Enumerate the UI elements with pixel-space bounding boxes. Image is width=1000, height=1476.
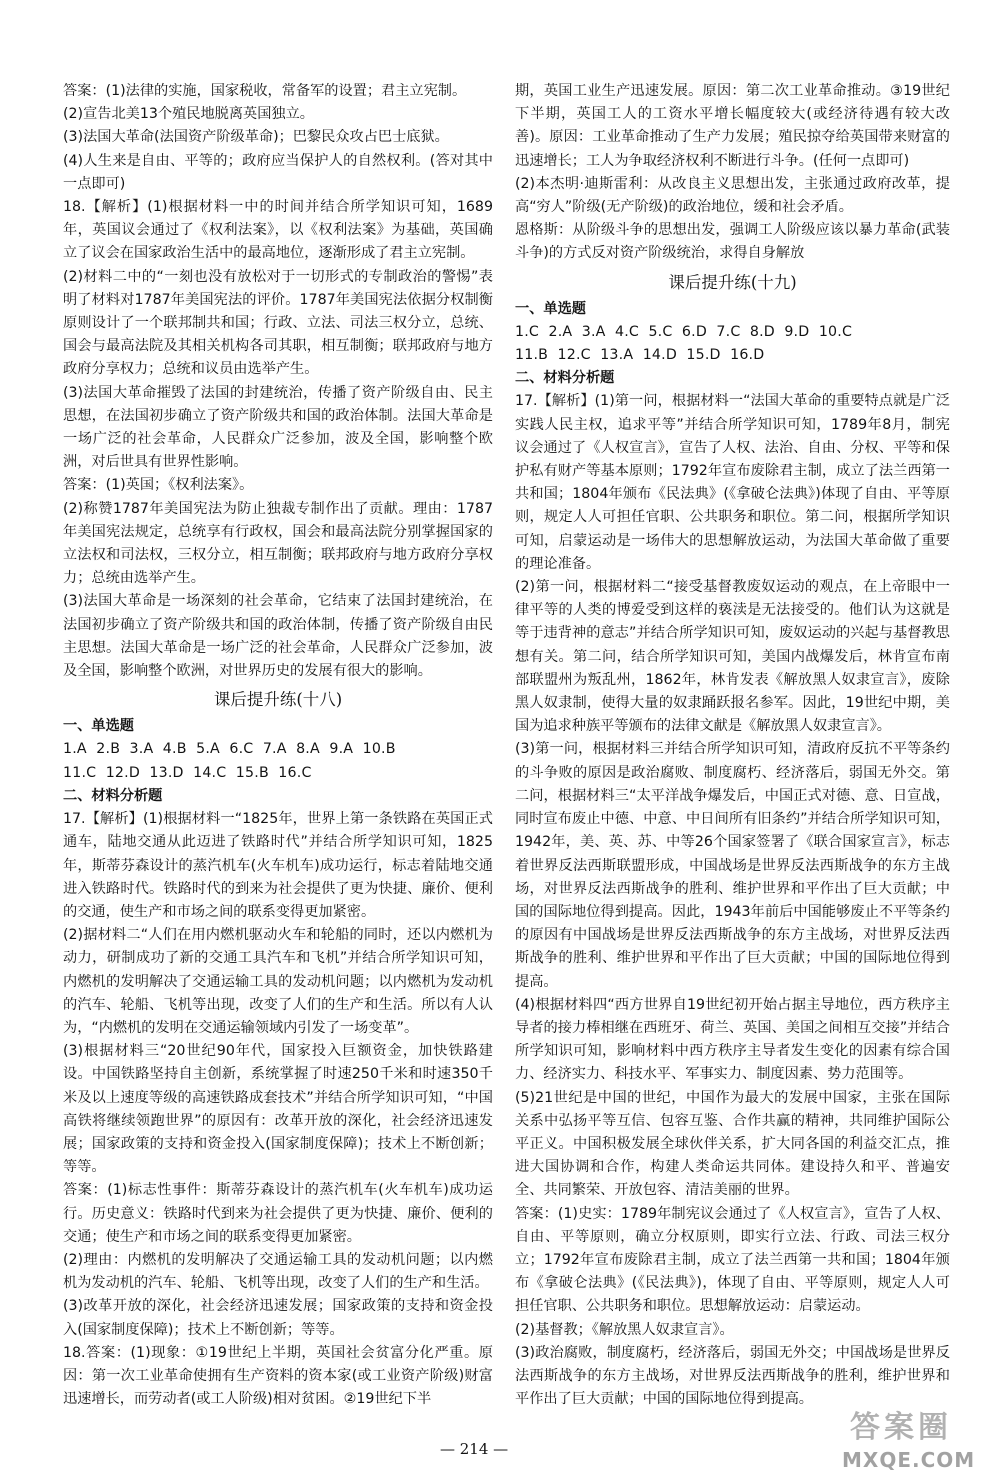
answer-paragraph: 恩格斯：从阶级斗争的思想出发，强调工人阶级应该以暴力革命(武装斗争)的方式反对资产阶级统治，求得自身解放 xyxy=(515,222,950,262)
page-number: — 214 — xyxy=(440,1440,509,1458)
left-column xyxy=(63,80,493,1411)
right-column xyxy=(515,80,950,1411)
answer-paragraph: 答案：(1)史实：1789年制宪议会通过了《人权宣言》，宣告了人权、自由、平等原则，确立分权原则，即实行立法、行政、司法三权分立；1792年宣布废除君主制，成立了法兰西第一共和国；1804年颁布《拿破仑法典》(《民法典》)，体现了自由、平等原则，规定人人可担任官职、公共职务和职位。思想解放运动：启蒙运动。 xyxy=(515,1205,950,1315)
answer-paragraph: (4)人生来是自由、平等的；政府应当保护人的自然权利。(答对其中一点即可) xyxy=(63,152,493,192)
answer-paragraph: 期，英国工业生产迅速发展。原因：第二次工业革命推动。③19世纪下半期，英国工人的工资水平增长幅度较大(或经济待遇有较大改善)。原因：工业革命推动了生产力发展；殖民掠夺给英国带来财富的迅速增长；工人为争取经济权利不断进行斗争。(任何一点即可) xyxy=(515,83,950,169)
answer-paragraph: (3)法国大革命是一场深刻的社会革命，它结束了法国封建统治，在法国初步确立了资产阶级共和国的政治体制，传播了资产阶级自由民主思想。法国大革命是一场广泛的社会革命，人民群众广泛参加，波及全国，影响整个欧洲，对世界历史的发展有很大的影响。 xyxy=(63,593,493,680)
answer-paragraph: (3)改革开放的深化，社会经济迅速发展；国家政策的支持和资金投入(国家制度保障)；技术上不断创新；等等。 xyxy=(63,1298,493,1338)
choice-answers: 1.A 2.B 3.A 4.B 5.A 6.C 7.A 8.A 9.A 10.B xyxy=(63,741,396,758)
analysis-paragraph: (3)第一问，根据材料三并结合所学知识可知，清政府反抗不平等条约的斗争败的原因是政治腐败、制度腐朽、经济落后，弱国无外交。第二问，根据材料三“太平洋战争爆发后，中国正式对德、意、日宣战，同时宣布废止中德、中意、中日间所有旧条约”并结合所学知识可知，1942年，美、英、苏、中等26个国家签署了《联合国家宣言》，标志着世界反法西斯联盟形成，中国战场是世界反法西斯战争的东方主战场，对世界反法西斯战争的胜利、维护世界和平作出了巨大贡献；中国的国际地位得到提高。因此，1943年前后中国能够废止不平等条约的原因有中国战场是世界反法西斯战争的东方主战场，对世界反法西斯战争的胜利、维护世界和平作出了巨大贡献；中国的国际地位得到提高。 xyxy=(515,741,950,990)
watermark-text: MXQE.COM xyxy=(842,1448,976,1472)
subsection-heading: 二、材料分析题 xyxy=(515,370,615,387)
answer-paragraph: (2)理由：内燃机的发明解决了交通运输工具的发动机问题；以内燃机为发动机的汽车、轮船、飞机等出现，改变了人们的生产和生活。 xyxy=(63,1251,493,1292)
answer-paragraph: 答案：(1)法律的实施，国家税收，常备军的设置；君主立宪制。 xyxy=(63,83,467,99)
analysis-paragraph: 17.【解析】(1)第一问，根据材料一“法国大革命的重要特点就是广泛实践人民主权，追求平等”并结合所学知识可知，1789年8月，制宪议会通过了《人权宣言》，宣告了人权、法治、自由、分权、平等和保护私有财产等基本原则；1792年宣布废除君主制，成立了法兰西第一共和国；1804年颁布《民法典》(《拿破仑法典》)体现了自由、平等原则，规定人人可担任官职、公共职务和职位。第二问，根据所学知识可知，启蒙运动是一场伟大的思想解放运动，为法国大革命做了重要的理论准备。 xyxy=(515,393,950,572)
analysis-paragraph: (4)根据材料四“西方世界自19世纪初开始占据主导地位，西方秩序主导者的接力棒相继在西班牙、荷兰、英国、美国之间相互交接”并结合所学知识可知，影响材料中西方秩序主导者发生变化的因素有综合国力、经济实力、科技水平、军事实力、制度因素、势力范围等。 xyxy=(515,996,950,1083)
analysis-paragraph: (2)材料二中的“一刻也没有放松对于一切形式的专制政治的警惕”表明了材料对1787年美国宪法的评价。1787年美国宪法依据分权制衡原则设计了一个联邦制共和国；行政、立法、司法三权分立，总统、国会与最高法院及其相关机构各司其职，相互制衡；联邦政府与地方政府分享权力；总统和议员由选举产生。 xyxy=(63,268,493,378)
analysis-paragraph: 17.【解析】(1)根据材料一“1825年，世界上第一条铁路在英国正式通车，陆地交通从此迈进了铁路时代”并结合所学知识可知，1825年，斯蒂芬森设计的蒸汽机车(火车机车)成功运行，标志着陆地交通进入铁路时代。铁路时代的到来为社会提供了更为快捷、廉价、便利的交通，使生产和市场之间的联系变得更加紧密。 xyxy=(63,811,493,920)
answer-paragraph: (3)政治腐败，制度腐朽，经济落后，弱国无外交；中国战场是世界反法西斯战争的东方主战场，对世界反法西斯战争的胜利，维护世界和平作出了巨大贡献；中国的国际地位得到提高。 xyxy=(515,1344,950,1408)
answer-paragraph: (2)本杰明·迪斯雷利：从改良主义思想出发，主张通过政府改革，提高“穷人”阶级(无产阶级)的政治地位，缓和社会矛盾。 xyxy=(515,175,950,216)
answer-paragraph: (3)法国大革命(法国资产阶级革命)；巴黎民众攻占巴士底狱。 xyxy=(63,129,449,146)
analysis-paragraph: 18.【解析】(1)根据材料一中的时间并结合所学知识可知，1689年，英国议会通过了《权利法案》，以《权利法案》为基础，英国确立了议会在国家政治生活中的最高地位，逐渐形成了君主立宪制。 xyxy=(63,199,493,262)
subsection-heading: 一、单选题 xyxy=(63,718,134,735)
analysis-paragraph: (3)根据材料三“20世纪90年代，国家投入巨额资金，加快铁路建设。中国铁路坚持自主创新，系统掌握了时速250千米和时速350千米及以上速度等级的高速铁路成套技术”并结合所学知识可知，“中国高铁将继续领跑世界”的原因有：改革开放的深化，社会经济迅速发展；国家政策的支持和资金投入(国家制度保障)；技术上不断创新；等等。 xyxy=(63,1043,493,1176)
choice-answers: 1.C 2.A 3.A 4.C 5.C 6.D 7.C 8.D 9.D 10.C xyxy=(515,323,853,340)
analysis-paragraph: (2)据材料二“人们在用内燃机驱动火车和轮船的同时，还以内燃机为动力，研制成功了新的交通工具汽车和飞机”并结合所学知识可知，内燃机的发明解决了交通运输工具的发动机问题；以内燃机为发动机的汽车、轮船、飞机等出现，改变了人们的生产和生活。所以有人认为，“内燃机的发明在交通运输领域内引发了一场变革”。 xyxy=(63,927,493,1036)
choice-answers: 11.C 12.D 13.D 14.C 15.B 16.C xyxy=(63,764,312,781)
analysis-paragraph: (2)第一问，根据材料二“接受基督教废奴运动的观点，在上帝眼中一律平等的人类的博爱受到这样的亵渎是无法接受的。他们认为这就是等于违背神的意志”并结合所学知识可知，废奴运动的兴起与基督教思想有关。第二问，结合所学知识可知，美国内战爆发后，林肯宣布南部联盟州为叛乱州，1862年，林肯发表《解放黑人奴隶宣言》，废除黑人奴隶制，使得大量的奴隶踊跃报名参军。因此，19世纪中期，美国为追求种族平等颁布的法律文献是《解放黑人奴隶宣言》。 xyxy=(515,579,950,735)
answer-paragraph: (2)称赞1787年美国宪法为防止独裁专制作出了贡献。理由：1787年美国宪法规定，总统享有行政权，国会和最高法院分别掌握国家的立法权和司法权，三权分立，相互制衡；联邦政府与地方政府分享权力；总统由选举产生。 xyxy=(63,500,493,587)
choice-answers: 11.B 12.C 13.A 14.D 15.D 16.D xyxy=(515,347,765,364)
section-title: 课后提升练(十九) xyxy=(668,272,797,292)
answer-paragraph: (2)宣告北美13个殖民地脱离英国独立。 xyxy=(63,106,314,123)
answer-paragraph: 答案：(1)标志性事件：斯蒂芬森设计的蒸汽机车(火车机车)成功运行。历史意义：铁路时代到来为社会提供了更为快捷、廉价、便利的交通；使生产和市场之间的联系变得更加紧密。 xyxy=(63,1182,493,1245)
analysis-paragraph: (5)21世纪是中国的世纪，中国作为最大的发展中国家，主张在国际关系中弘扬平等互信、包容互鉴、合作共赢的精神，共同维护国际公平正义。中国积极发展全球伙伴关系，扩大同各国的利益交汇点，推进大国协调和合作，构建人类命运共同体。建设持久和平、普遍安全、共同繁荣、开放包容、清洁美丽的世界。 xyxy=(515,1089,950,1199)
subsection-heading: 一、单选题 xyxy=(515,300,586,317)
answer-paragraph: 答案：(1)英国；《权利法案》。 xyxy=(63,477,254,494)
section-title: 课后提升练(十八) xyxy=(213,690,343,710)
answer-paragraph: (2)基督教；《解放黑人奴隶宣言》。 xyxy=(515,1321,734,1338)
watermark-logo-icon: 答案圈 xyxy=(850,1410,952,1445)
analysis-paragraph: (3)法国大革命摧毁了法国的封建统治，传播了资产阶级自由、民主思想，在法国初步确立了资产阶级共和国的政治体制。法国大革命是一场广泛的社会革命，人民群众广泛参加，波及全国，影响整个欧洲，对后世具有世界性影响。 xyxy=(63,384,493,471)
watermark xyxy=(842,1402,992,1472)
answer-paragraph: 18.答案：(1)现象：①19世纪上半期，英国社会贫富分化严重。原因：第一次工业革命使拥有生产资料的资本家(或工业资产阶级)财富迅速增长，而劳动者(或工人阶级)相对贫困。②19世纪下半 xyxy=(63,1344,493,1408)
subsection-heading: 二、材料分析题 xyxy=(63,787,163,804)
